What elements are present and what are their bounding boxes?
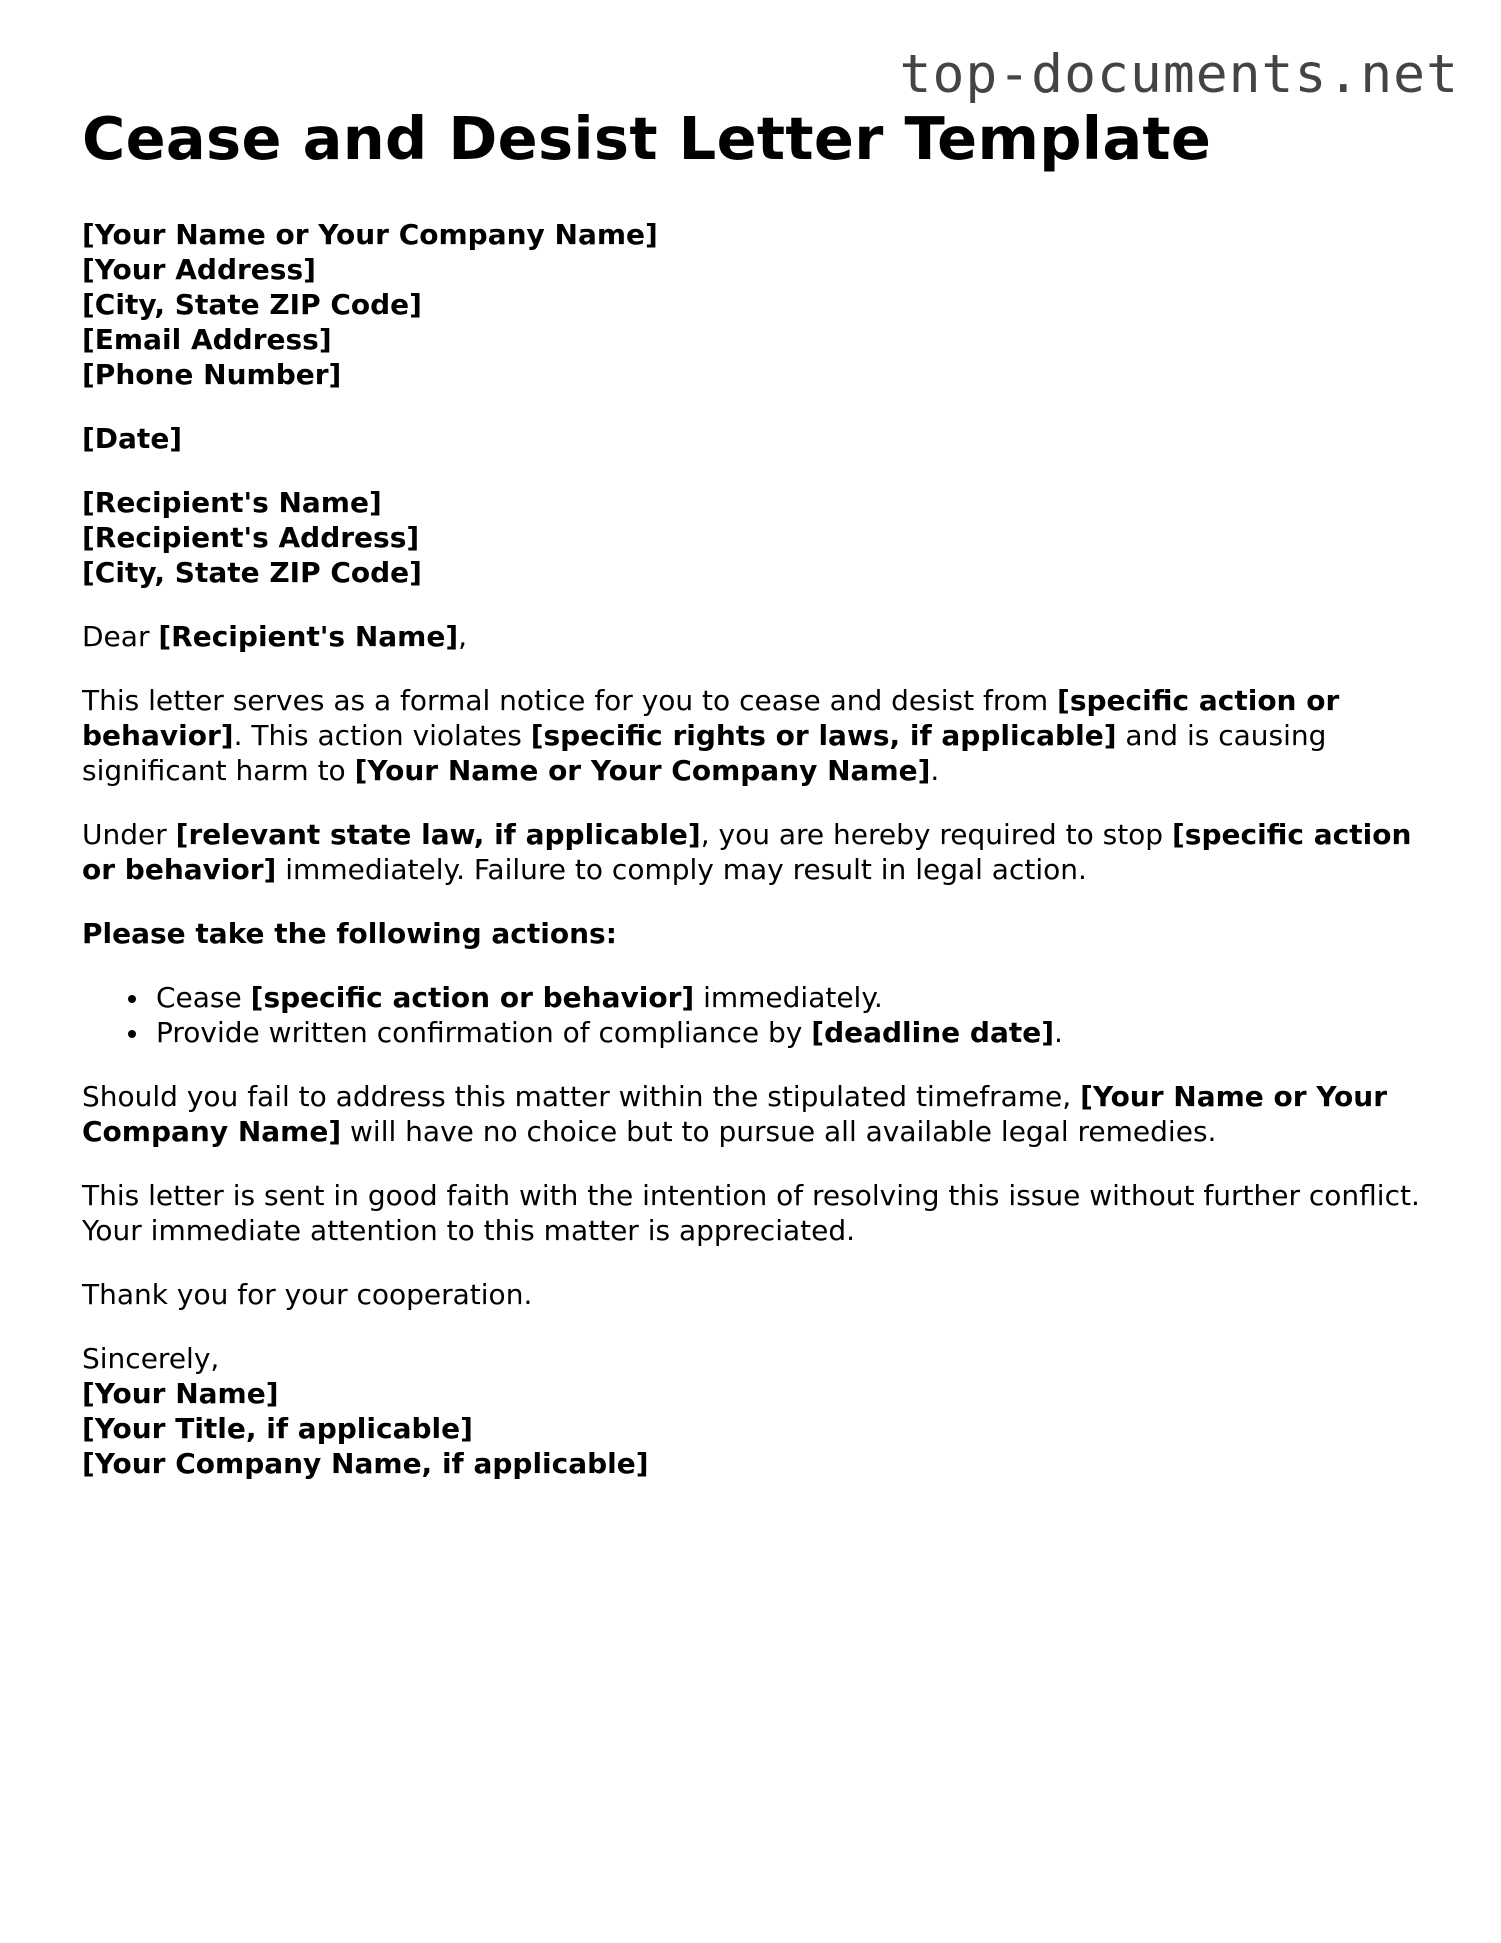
- recipient-name: [Recipient's Name]: [82, 485, 382, 519]
- sender-name: [Your Name or Your Company Name]: [82, 217, 658, 251]
- list-item-text: Provide written confirmation of compliance by: [156, 1015, 812, 1049]
- placeholder-field: [Your Name or Your Company Name]: [354, 753, 931, 787]
- paragraph-good-faith: This letter is sent in good faith with the intention of resolving this issue without further conflict. Your immediate attention to this matter is appreciated.: [82, 1178, 1420, 1247]
- sender-city: [City, State ZIP Code]: [82, 287, 422, 321]
- closing: Sincerely,: [82, 1341, 220, 1375]
- actions-list: [82, 980, 1422, 1050]
- sender-phone: [Phone Number]: [82, 357, 342, 391]
- placeholder-field: [specific rights or laws, if applicable]: [530, 718, 1117, 752]
- signature-title: [Your Title, if applicable]: [82, 1411, 473, 1445]
- watermark: top-documents.net: [899, 44, 1459, 105]
- paragraph-text: Should you fail to address this matter within the stipulated timeframe,: [82, 1079, 1081, 1113]
- paragraph-thanks: Thank you for your cooperation.: [82, 1277, 533, 1311]
- actions-heading: [82, 916, 1422, 951]
- paragraph-requirement: [82, 817, 1422, 887]
- placeholder-field: [specific action or behavior]: [82, 683, 1340, 752]
- sender-address: [Your Address]: [82, 252, 316, 286]
- signature-company: [Your Company Name, if applicable]: [82, 1446, 649, 1480]
- recipient-city: [City, State ZIP Code]: [82, 555, 422, 589]
- letter-date: [Date]: [82, 421, 183, 455]
- salutation-prefix: Dear: [82, 619, 159, 653]
- list-item: [156, 1015, 1422, 1050]
- paragraph-text: .: [930, 753, 940, 787]
- paragraph-text: This letter serves as a formal notice for you to cease and desist from: [82, 683, 1058, 717]
- signature-block: [82, 1341, 1422, 1481]
- paragraph-notice: [82, 683, 1422, 788]
- document-page: [82, 104, 1422, 1481]
- date-block: [82, 421, 1422, 456]
- signature-name: [Your Name]: [82, 1376, 279, 1410]
- document-title: Cease and Desist Letter Template: [82, 104, 1212, 173]
- list-item-text: .: [1054, 1015, 1063, 1049]
- list-item-text: Cease: [156, 980, 251, 1014]
- recipient-address: [Recipient's Address]: [82, 520, 420, 554]
- placeholder-field: [deadline date]: [811, 1015, 1055, 1049]
- paragraph-text: , you are hereby required to stop: [700, 817, 1172, 851]
- placeholder-field: [specific action or behavior]: [82, 817, 1412, 886]
- placeholder-field: [Your Name or Your Company Name]: [82, 1079, 1388, 1148]
- paragraph-text: and is causing significant harm to: [82, 718, 1327, 787]
- salutation: [82, 619, 1422, 654]
- recipient-block: [82, 485, 1422, 590]
- paragraph-text: Under: [82, 817, 176, 851]
- list-item-text: immediately.: [694, 980, 883, 1014]
- paragraph-text: . This action violates: [233, 718, 531, 752]
- list-item: [156, 980, 1422, 1015]
- actions-heading-text: Please take the following actions:: [82, 916, 617, 950]
- paragraph-text: will have no choice but to pursue all available legal remedies.: [341, 1114, 1217, 1148]
- paragraph-text: immediately. Failure to comply may result in legal action.: [276, 852, 1087, 886]
- placeholder-field: [relevant state law, if applicable]: [175, 817, 701, 851]
- sender-email: [Email Address]: [82, 322, 332, 356]
- salutation-name: [Recipient's Name]: [158, 619, 459, 653]
- salutation-suffix: ,: [458, 619, 468, 653]
- placeholder-field: [specific action or behavior]: [250, 980, 695, 1014]
- paragraph-consequence: [82, 1079, 1422, 1149]
- sender-block: [82, 217, 1422, 392]
